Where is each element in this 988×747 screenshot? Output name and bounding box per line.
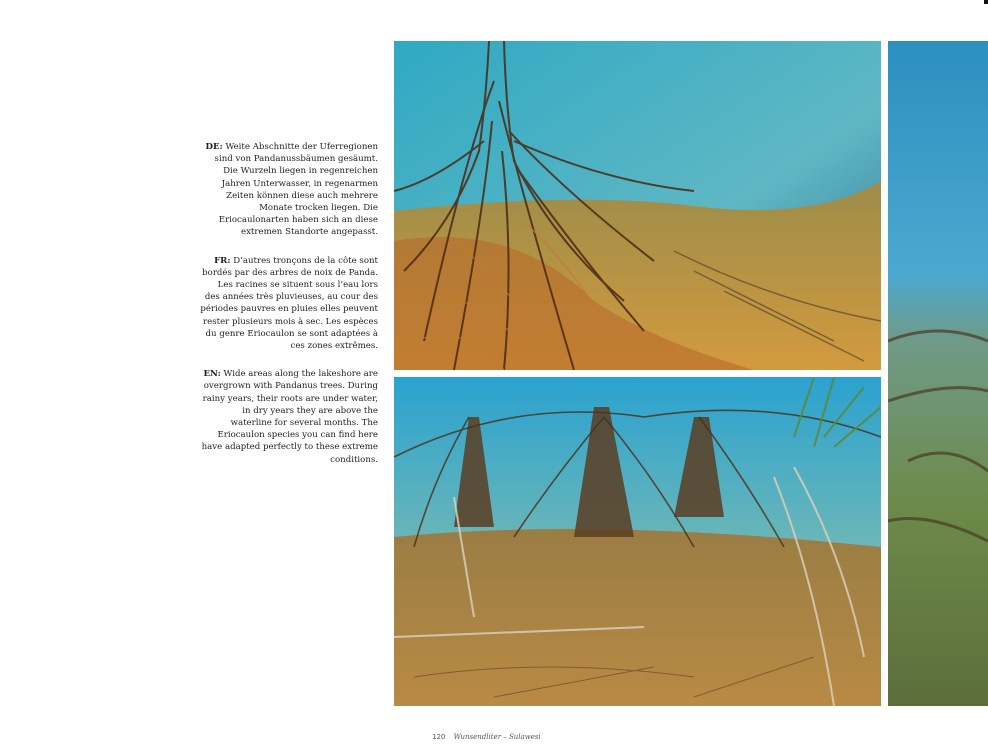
photo-underwater-roots-bottom (394, 377, 881, 706)
page-number: 120 (432, 733, 446, 741)
crop-mark (984, 0, 988, 4)
page-footer (432, 733, 541, 741)
photo-caption (200, 141, 378, 482)
caption-fr: FR: D’autres tronçons de la côte sont bordés par des arbres de noix de Panda. Les racines se situent sous l’eau lors des années très pluvieuses, au cour des périodes pauvres en pluies elles peuvent rester plusieurs mois à sec. Les espèces du genre Eriocaulon se sont adaptées à ces zones extrêmes. (200, 255, 378, 352)
running-title: Wunsendliter – Sulawesi (453, 733, 541, 741)
caption-en: EN: Wide areas along the lakeshore are overgrown with Pandanus trees. During rainy years, their roots are under water, in dry years they are above the waterline for several months. The Eriocaulon species you can find here have adapted perfectly to these extreme conditions. (201, 369, 378, 465)
photo-underwater-right-edge (888, 41, 988, 706)
photo-underwater-roots-top (394, 41, 881, 370)
caption-de: DE: Weite Abschnitte der Uferregionen sind von Pandanussbäumen gesäumt. Die Wurzeln liegen in regenreichen Jahren Unterwasser, in regenarmen Zeiten können diese auch mehrere Monate trocken liegen. Die Eriocaulonarten haben sich an diese extremen Standorte angepasst. (205, 142, 378, 238)
